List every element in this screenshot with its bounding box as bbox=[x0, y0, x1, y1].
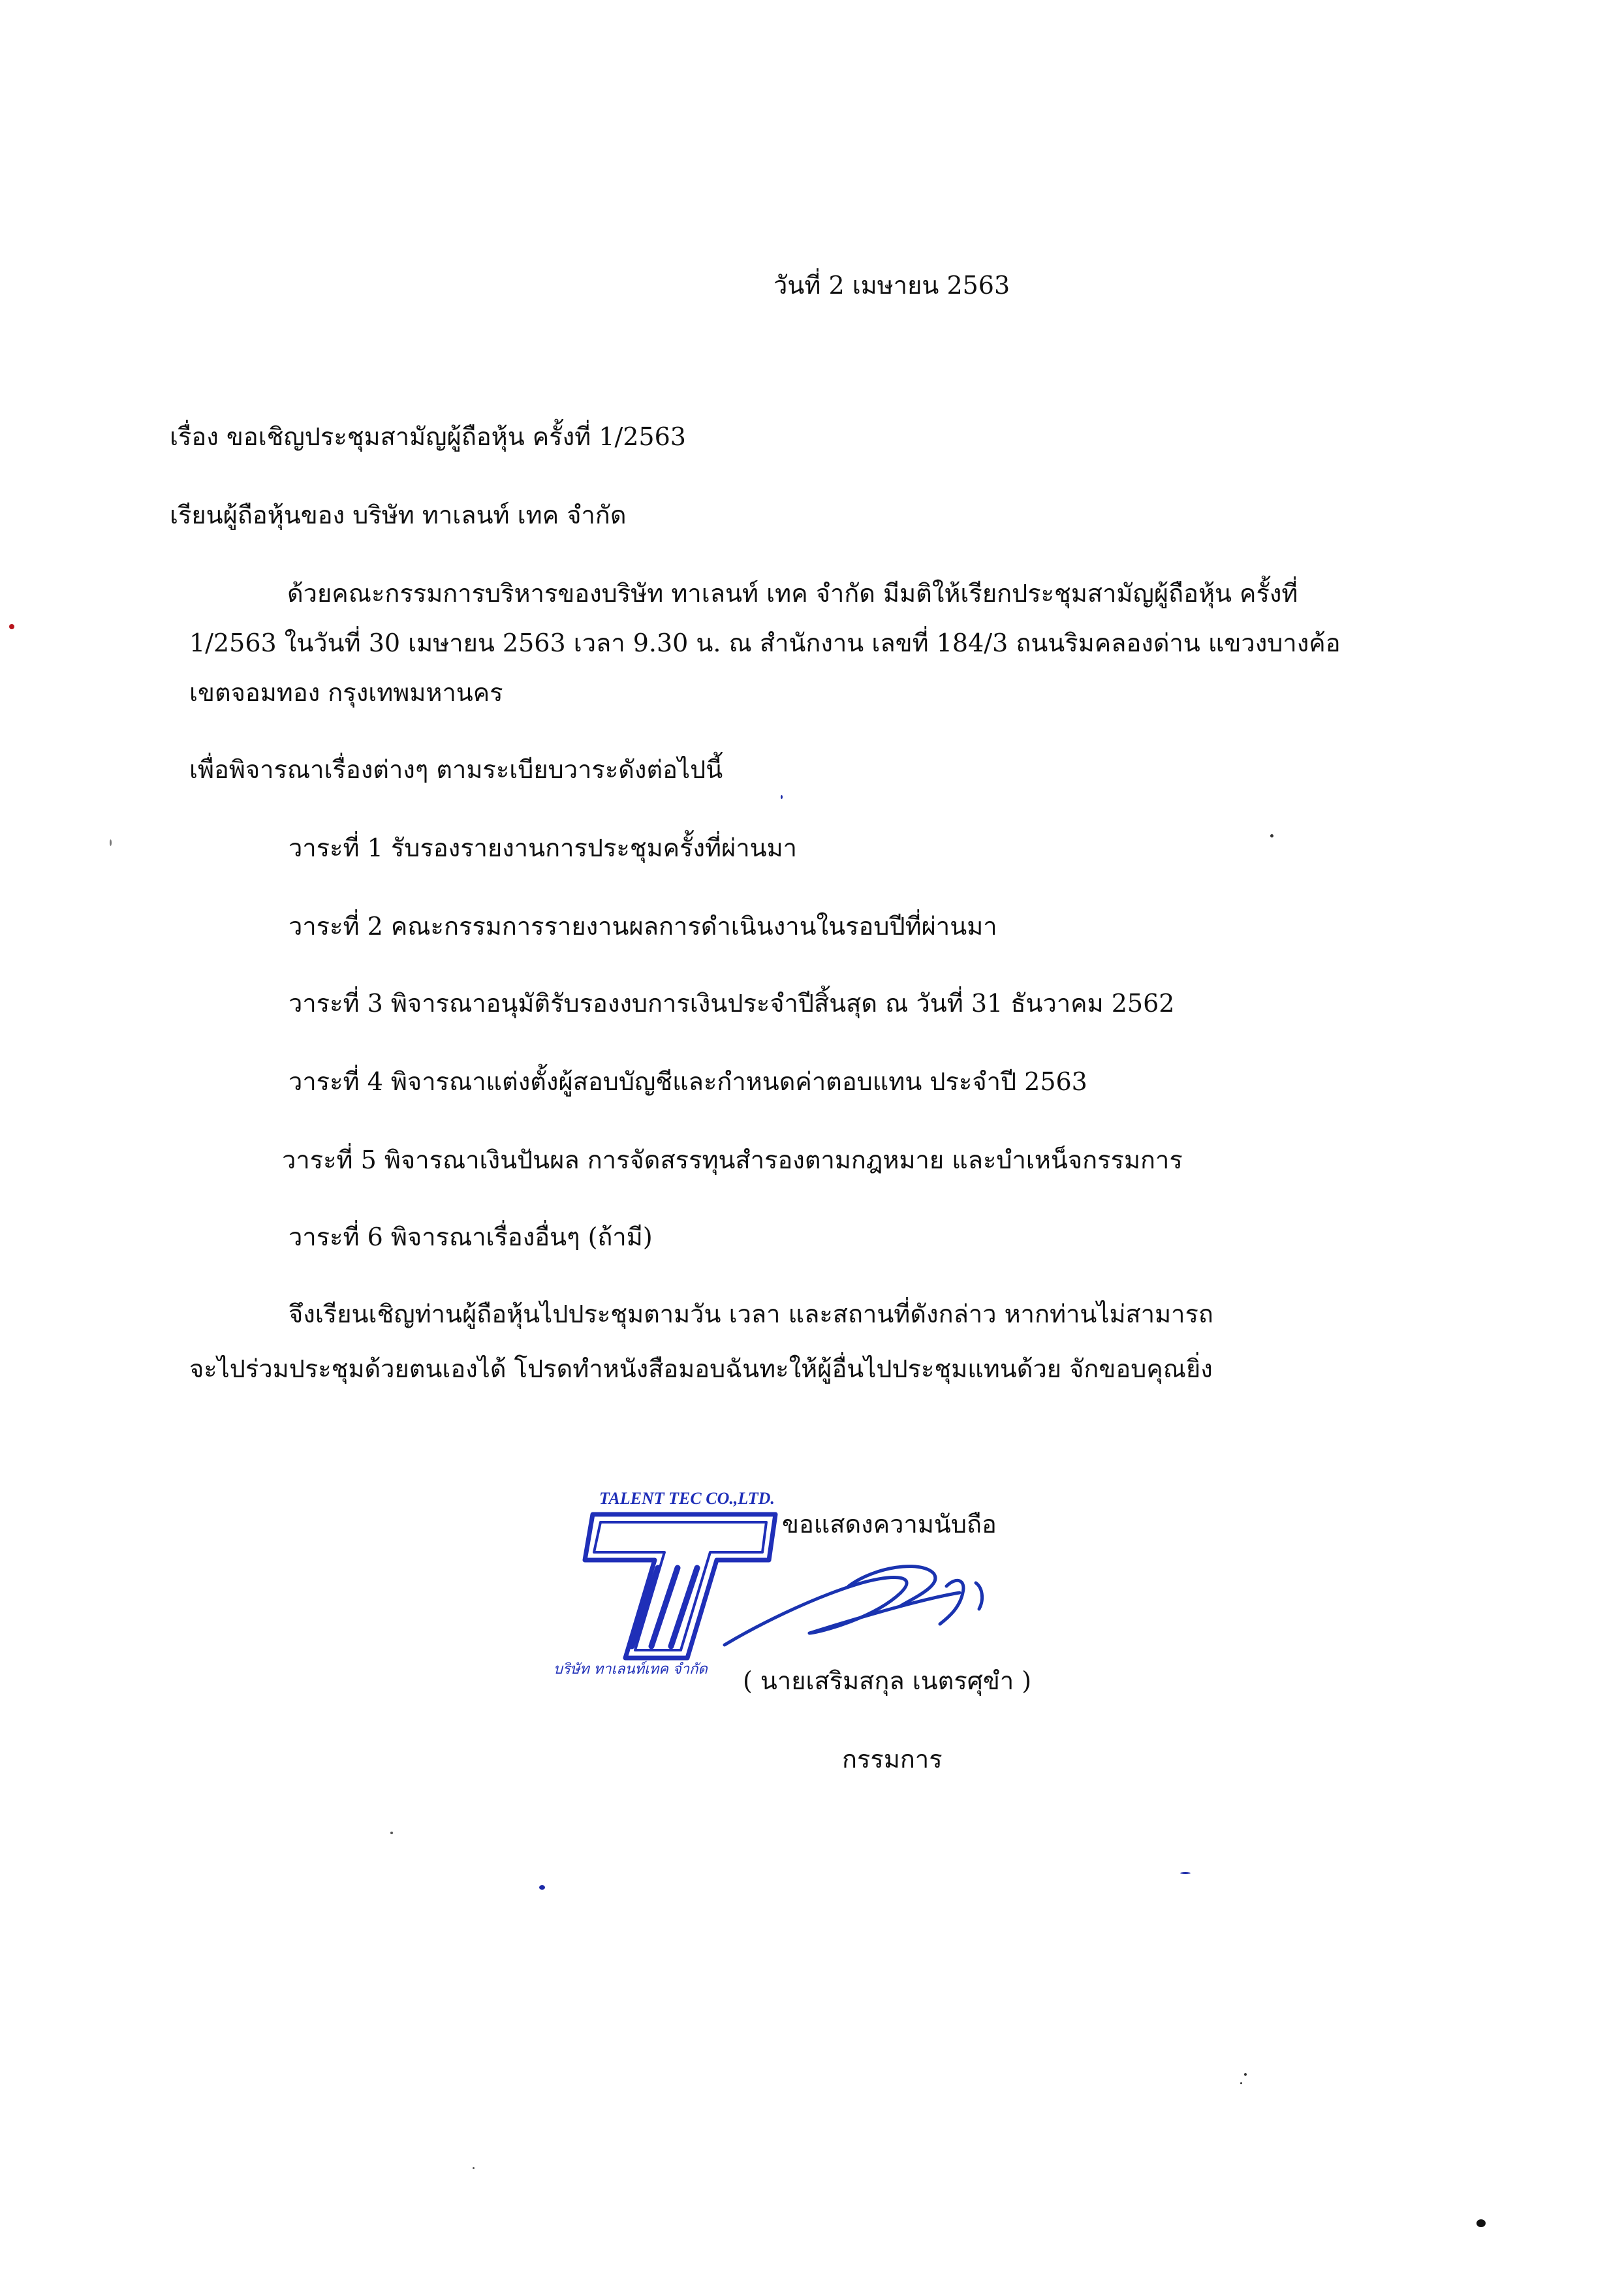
agenda-intro: เพื่อพิจารณาเรื่องต่างๆ ตามระเบียบวาระดังต่อไปนี้ bbox=[189, 755, 723, 784]
agenda-item: วาระที่ 2 คณะกรรมการรายงานผลการดำเนินงานในรอบปีที่ผ่านมา bbox=[289, 912, 997, 941]
scan-speck bbox=[110, 839, 112, 846]
agenda-item: วาระที่ 3 พิจารณาอนุมัติรับรองงบการเงินประจำปีสิ้นสุด ณ วันที่ 31 ธันวาคม 2562 bbox=[289, 989, 1175, 1018]
body-paragraph-line-3: เขตจอมทอง กรุงเทพมหานคร bbox=[189, 678, 503, 707]
scan-speck bbox=[9, 624, 14, 629]
agenda-item: วาระที่ 1 รับรองรายงานการประชุมครั้งที่ผ่านมา bbox=[289, 834, 798, 862]
scan-speck bbox=[1240, 2082, 1242, 2084]
scan-speck bbox=[781, 795, 783, 799]
scan-speck bbox=[1180, 1872, 1191, 1874]
letter-salutation: เรียนผู้ถือหุ้นของ บริษัท ทาเลนท์ เทค จำกัด bbox=[170, 501, 627, 529]
scan-speck bbox=[390, 1832, 393, 1834]
closing-paragraph-line-1: จึงเรียนเชิญท่านผู้ถือหุ้นไปประชุมตามวัน เวลา และสถานที่ดังกล่าว หากท่านไม่สามารถ bbox=[289, 1300, 1213, 1328]
stamp-company-en: TALENT TEC CO.,LTD. bbox=[599, 1489, 775, 1508]
scan-speck bbox=[1476, 2219, 1486, 2227]
agenda-item: วาระที่ 5 พิจารณาเงินปันผล การจัดสรรทุนสำรองตามกฎหมาย และบำเหน็จกรรมการ bbox=[282, 1146, 1183, 1174]
body-paragraph-line-2: 1/2563 ในวันที่ 30 เมษายน 2563 เวลา 9.30 น. ณ สำนักงาน เลขที่ 184/3 ถนนริมคลองด่าน แขวงบางค้อ bbox=[189, 629, 1341, 657]
scan-speck bbox=[1244, 2073, 1247, 2076]
letter-subject: เรื่อง ขอเชิญประชุมสามัญผู้ถือหุ้น ครั้งที่ 1/2563 bbox=[170, 422, 686, 451]
stamp-company-th: บริษัท ทาเลนท์เทค จำกัด bbox=[554, 1661, 708, 1678]
scan-speck bbox=[473, 2167, 475, 2169]
signer-title: กรรมการ bbox=[842, 1745, 943, 1774]
scan-speck bbox=[539, 1885, 545, 1890]
letter-date: วันที่ 2 เมษายน 2563 bbox=[773, 271, 1010, 300]
handwritten-signature bbox=[705, 1547, 1012, 1665]
scan-speck bbox=[1270, 834, 1273, 837]
signer-name: ( นายเสริมสกุล เนตรศุขำ ) bbox=[743, 1666, 1032, 1695]
body-paragraph-line-1: ด้วยคณะกรรมการบริหารของบริษัท ทาเลนท์ เทค จำกัด มีมติให้เรียกประชุมสามัญผู้ถือหุ้น ครั้งที่ bbox=[287, 579, 1298, 608]
closing-paragraph-line-2: จะไปร่วมประชุมด้วยตนเองได้ โปรดทำหนังสือมอบฉันทะให้ผู้อื่นไปประชุมแทนด้วย จักขอบคุณยิ่ง bbox=[189, 1354, 1213, 1383]
agenda-item: วาระที่ 4 พิจารณาแต่งตั้งผู้สอบบัญชีและกำหนดค่าตอบแทน ประจำปี 2563 bbox=[289, 1067, 1087, 1096]
agenda-item: วาระที่ 6 พิจารณาเรื่องอื่นๆ (ถ้ามี) bbox=[289, 1223, 653, 1251]
letter-regards: ขอแสดงความนับถือ bbox=[782, 1510, 997, 1539]
